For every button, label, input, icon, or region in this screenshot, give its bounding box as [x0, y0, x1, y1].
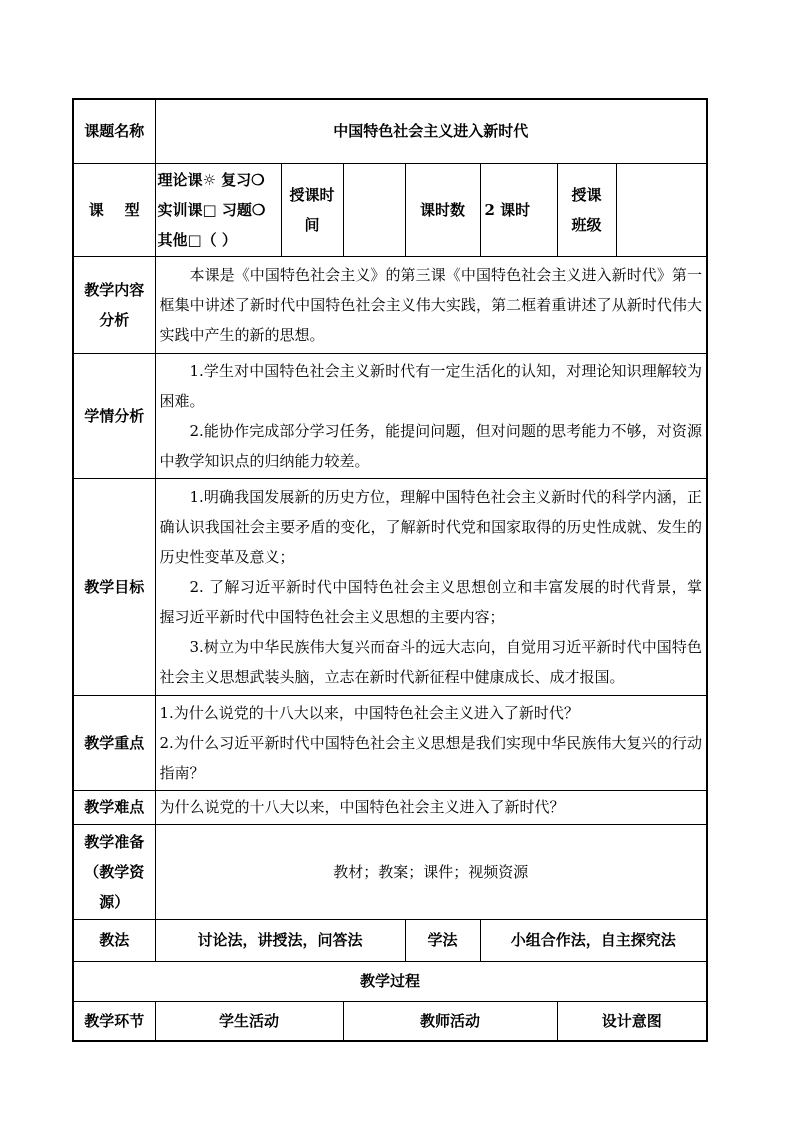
course-type-options — [155, 163, 281, 256]
key-point-item: 1.为什么说党的十八大以来，中国特色社会主义进入了新时代？ — [159, 703, 579, 722]
key-points-row — [73, 695, 707, 790]
column-student-activity: 学生活动 — [155, 1001, 343, 1041]
column-design-intent: 设计意图 — [557, 1001, 707, 1041]
student-analysis-cell — [155, 353, 707, 478]
lesson-plan-table — [72, 98, 708, 1042]
key-points-label: 教学重点 — [73, 695, 155, 790]
learning-method-label: 学法 — [405, 919, 480, 961]
teaching-goals-cell — [155, 478, 707, 695]
course-type-label: 课 型 — [73, 163, 155, 256]
process-title-row — [73, 961, 707, 1001]
key-points-cell — [155, 695, 707, 790]
class-hours-value: 2 课时 — [480, 163, 557, 256]
key-point-item: 2.为什么习近平新时代中国特色社会主义思想是我们实现中华民族伟大复兴的行动指南？ — [159, 733, 703, 782]
title-row — [73, 99, 707, 163]
teaching-goals-label: 教学目标 — [73, 478, 155, 695]
course-type-option-other: 其他□（ ） — [157, 230, 237, 249]
student-analysis-item: 2.能协作完成部分学习任务，能提问问题，但对问题的思考能力不够，对资源中教学知识点的归纳能力较差。 — [159, 421, 703, 470]
student-analysis-row — [73, 353, 707, 478]
preparation-label: 教学准备（教学资源） — [73, 824, 155, 919]
course-type-option-practice: 实训课□ 习题❍ — [157, 200, 266, 219]
student-analysis-label: 学情分析 — [73, 353, 155, 478]
teaching-class-label: 授课班级 — [557, 163, 616, 256]
column-stage: 教学环节 — [73, 1001, 155, 1041]
preparation-row — [73, 824, 707, 919]
course-type-row — [73, 163, 707, 256]
teaching-goals-row — [73, 478, 707, 695]
student-analysis-item: 1.学生对中国特色社会主义新时代有一定生活化的认知，对理论知识理解较为困难。 — [159, 361, 703, 410]
content-analysis-row — [73, 256, 707, 353]
teaching-method-value: 讨论法，讲授法，问答法 — [155, 919, 405, 961]
preparation-text: 教材；教案；课件；视频资源 — [155, 824, 707, 919]
process-header-row — [73, 1001, 707, 1041]
teaching-goal-item: 2. 了解习近平新时代中国特色社会主义思想创立和丰富发展的时代背景，掌握习近平新时代中国特色社会主义思想的主要内容； — [159, 577, 703, 626]
difficulty-label: 教学难点 — [73, 790, 155, 824]
difficulty-row — [73, 790, 707, 824]
content-analysis-label: 教学内容分析 — [73, 256, 155, 353]
learning-method-value: 小组合作法，自主探究法 — [480, 919, 707, 961]
process-title: 教学过程 — [73, 961, 707, 1001]
column-teacher-activity: 教师活动 — [343, 1001, 557, 1041]
class-hours-label: 课时数 — [405, 163, 480, 256]
teaching-goal-item: 3.树立为中华民族伟大复兴而奋斗的远大志向，自觉用习近平新时代中国特色社会主义思想武装头脑，立志在新时代新征程中健康成长、成才报国。 — [159, 637, 703, 686]
methods-row — [73, 919, 707, 961]
title-value: 中国特色社会主义进入新时代 — [155, 99, 707, 163]
teaching-class-value — [616, 163, 707, 256]
content-analysis-text: 本课是《中国特色社会主义》的第三课《中国特色社会主义进入新时代》第一框集中讲述了新时代中国特色社会主义伟大实践，第二框着重讲述了从新时代伟大实践中产生的新的思想。 — [159, 265, 703, 344]
teaching-time-value — [343, 163, 405, 256]
title-label: 课题名称 — [73, 99, 155, 163]
content-analysis-cell — [155, 256, 707, 353]
difficulty-text: 为什么说党的十八大以来，中国特色社会主义进入了新时代？ — [155, 790, 707, 824]
teaching-method-label: 教法 — [73, 919, 155, 961]
teaching-goal-item: 1.明确我国发展新的历史方位，理解中国特色社会主义新时代的科学内涵，正确认识我国社会主要矛盾的变化，了解新时代党和国家取得的历史性成就、发生的历史性变革及意义； — [159, 487, 703, 566]
teaching-time-label: 授课时间 — [281, 163, 343, 256]
course-type-option-theory: 理论课☼ 复习❍ — [157, 170, 265, 189]
